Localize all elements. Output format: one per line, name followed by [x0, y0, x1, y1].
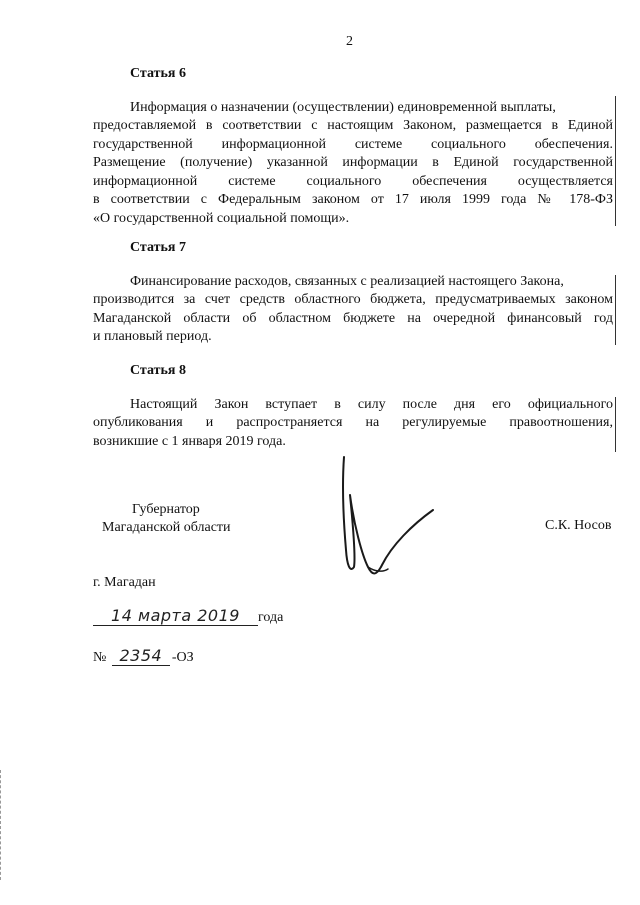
date-suffix: года	[258, 610, 284, 625]
handwritten-date: 14 марта 2019	[93, 606, 258, 626]
article-8-text	[93, 396, 613, 415]
scan-edge-mark	[0, 770, 4, 880]
handwritten-number: 2354	[112, 646, 170, 666]
text-line: производится за счет средств областного бюджета, предусматриваемых законом	[93, 292, 613, 307]
article-7-text	[93, 273, 613, 292]
text-line: Магаданской области об областном бюджете на очередной финансовый год	[93, 310, 613, 326]
article-8-text-cont	[93, 414, 613, 451]
text-line: Размещение (получение) указанной информации в Единой государственной	[93, 155, 613, 170]
signatory-title: Губернатор	[132, 502, 200, 517]
article-6-title: Статья 6	[130, 66, 186, 81]
article-6-text	[93, 99, 613, 118]
text-line: и плановый период.	[93, 329, 212, 344]
text-line: Настоящий Закон вступает в силу после дня его официального	[130, 397, 613, 412]
text-line: возникшие с 1 января 2019 года.	[93, 433, 286, 449]
text-line: информационной системе социального обеспечения осуществляется	[93, 173, 613, 189]
handwritten-signature	[330, 455, 440, 590]
signatory-name: С.К. Носов	[545, 518, 612, 533]
text-line: «О государственной социальной помощи».	[93, 210, 350, 226]
text-line: предоставляемой в соответствии с настоящим Законом, размещается в Единой	[93, 118, 613, 133]
article-6-text-cont	[93, 117, 613, 228]
city-label: г. Магадан	[93, 575, 156, 590]
article-8-title: Статья 8	[130, 363, 186, 378]
law-number-line	[93, 646, 194, 666]
article-7-text-cont	[93, 291, 613, 347]
article-7-title: Статья 7	[130, 240, 186, 255]
number-prefix: №	[93, 650, 107, 665]
page-number: 2	[346, 34, 353, 49]
text-line: в соответствии с Федеральным законом от 17 июля 1999 года № 178-ФЗ	[93, 192, 613, 207]
date-line	[93, 606, 283, 626]
text-line: опубликования и распространяется на регулируемые правоотношения,	[93, 415, 613, 430]
number-suffix: -ОЗ	[171, 650, 194, 665]
scan-edge-line	[615, 275, 616, 345]
scan-edge-line	[615, 96, 616, 226]
signatory-region: Магаданской области	[102, 520, 231, 535]
text-line: Информация о назначении (осуществлении) единовременной выплаты,	[130, 100, 556, 115]
scan-edge-line	[615, 397, 616, 452]
text-line: Финансирование расходов, связанных с реализацией настоящего Закона,	[130, 274, 564, 289]
text-line: государственной информационной системе социального обеспечения.	[93, 136, 613, 152]
